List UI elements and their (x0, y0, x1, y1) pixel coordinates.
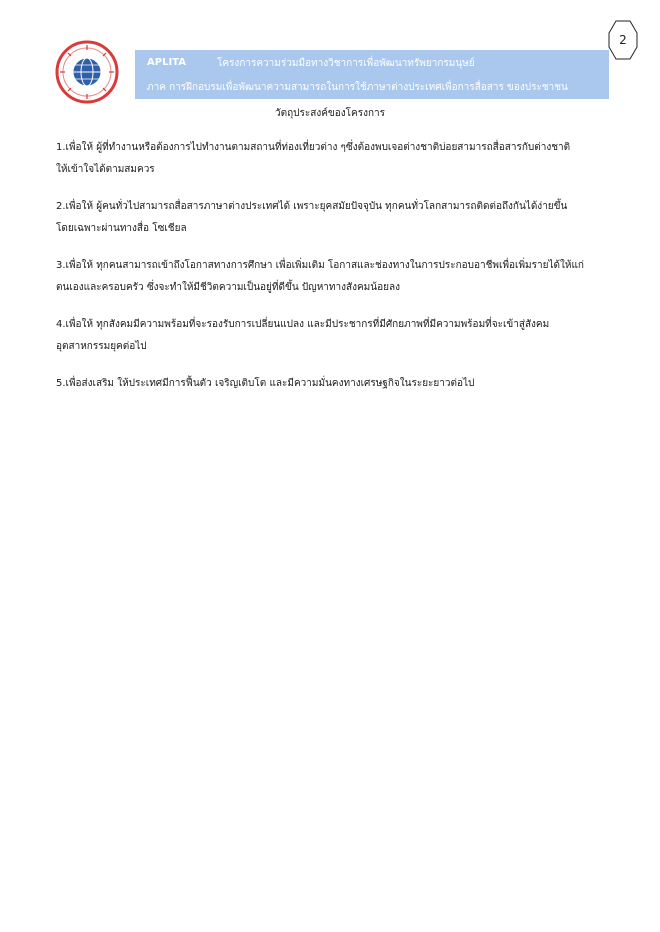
banner-brand: APLITA (147, 57, 186, 68)
page-number: 2 (619, 33, 627, 47)
objective-text: 3.เพื่อให้ ทุกคนสามารถเข้าถึงโอกาสทางการศึกษา เพื่อเพิ่มเติม โอกาสและช่องทางในการประกอบอาชีพเพื่อเพิ่มรายได้ให้แก่ (56, 260, 584, 271)
page-number-badge (608, 20, 638, 60)
objective-text: ให้เข้าใจได้ตามสมควร (56, 164, 155, 175)
objective-text: อุตสาหกรรมยุคต่อไป (56, 341, 147, 352)
header-banner (135, 50, 609, 99)
organization-logo (55, 40, 119, 104)
objective-item-3 (56, 255, 612, 299)
objective-text: 4.เพื่อให้ ทุกสังคมมีความพร้อมที่จะรองรับการเปลี่ยนแปลง และมีประชากรที่มีศักยภาพที่มีความพร้อมที่จะเข้าสู่สังคม (56, 319, 550, 330)
objective-item-1 (56, 137, 612, 181)
banner-title-line1: โครงการความร่วมมือทางวิชาการเพื่อพัฒนาทรัพยากรมนุษย์ (217, 58, 475, 69)
organization-seal-icon (55, 40, 119, 104)
objective-text: โดยเฉพาะผ่านทางสื่อ โซเชียล (56, 223, 187, 234)
objective-text: ตนเองและครอบครัว ซึ่งจะทำให้มีชีวิตความเป็นอยู่ที่ดีขึ้น ปัญหาทางสังคมน้อยลง (56, 282, 400, 293)
banner-title-line2: ภาค การฝึกอบรมเพื่อพัฒนาความสามารถในการใช้ภาษาต่างประเทศเพื่อการสื่อสาร ของประชาชน (147, 82, 568, 93)
objectives-list (56, 137, 612, 410)
objective-item-5 (56, 373, 612, 395)
objective-text: 5.เพื่อส่งเสริม ให้ประเทศมีการฟื้นตัว เจริญเติบโต และมีความมั่นคงทางเศรษฐกิจในระยะยาวต่อไป (56, 378, 475, 389)
objective-item-2 (56, 196, 612, 240)
objective-text: 1.เพื่อให้ ผู้ที่ทำงานหรือต้องการไปทำงานตามสถานที่ท่องเที่ยวต่าง ๆซึ่งต้องพบเจอต่างชาติบ่อยสามารถสื่อสารกับต่างชาติ (56, 142, 571, 153)
objective-text: 2.เพื่อให้ ผู้คนทั่วไปสามารถสื่อสารภาษาต่างประเทศได้ เพราะยุคสมัยปัจจุบัน ทุกคนทั่วโลกสามารถติดต่อถึงกันได้ง่ายขึ้น (56, 201, 568, 212)
objective-item-4 (56, 314, 612, 358)
document-title: วัตถุประสงค์ของโครงการ (274, 108, 385, 119)
